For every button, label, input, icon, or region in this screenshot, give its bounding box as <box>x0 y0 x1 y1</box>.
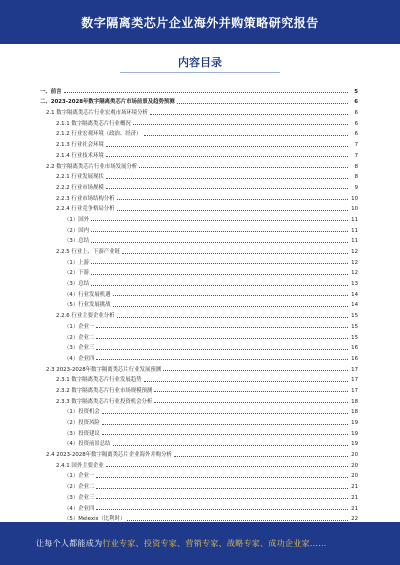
toc-page-number: 10 <box>351 206 358 213</box>
report-header <box>0 0 400 44</box>
toc-leader-dots <box>144 135 348 136</box>
toc-entry[interactable] <box>40 362 358 373</box>
toc-entry-text: 2.3 2023-2028年数字隔离类芯片行业发展预测 <box>46 366 162 373</box>
toc-title: 内容目录 <box>178 56 222 69</box>
toc-page-number: 5 <box>354 88 358 95</box>
toc-entry-text: （4）企业四 <box>64 355 95 362</box>
toc-leader-dots <box>96 359 348 360</box>
toc-leader-dots <box>96 327 348 328</box>
toc-entry-text: （3）企业三 <box>64 345 95 352</box>
toc-entry[interactable] <box>40 394 358 405</box>
toc-entry-text: 2.2.6 行业主要企业分析 <box>56 313 115 320</box>
toc-page-number: 15 <box>351 313 358 320</box>
toc-entry-text: 2.2.3 行业市场结构分析 <box>56 195 115 202</box>
toc-entry[interactable] <box>40 426 358 437</box>
toc-leader-dots <box>91 231 348 232</box>
toc-entry-text: （1）上游 <box>64 259 89 266</box>
toc-entry-text: （5）行业发展挑战 <box>64 302 111 309</box>
toc-leader-dots <box>144 381 348 382</box>
toc-entry-text: （2）国内 <box>64 227 89 234</box>
toc-page-number: 15 <box>351 323 358 330</box>
toc-page-number: 17 <box>351 377 358 384</box>
toc-leader-dots <box>113 295 348 296</box>
toc-page-number: 18 <box>351 398 358 405</box>
toc-leader-dots <box>91 285 348 286</box>
table-of-contents <box>40 84 358 522</box>
toc-entry[interactable] <box>40 341 358 352</box>
toc-entry[interactable] <box>40 137 358 148</box>
toc-entry-text: 2.2.2 行业市场规模 <box>56 184 104 191</box>
toc-entry[interactable] <box>40 191 358 202</box>
toc-page-number: 16 <box>351 345 358 352</box>
toc-entry-text: 2.3.2 数字隔离类芯片行业市场规模预测 <box>56 387 153 394</box>
toc-leader-dots <box>177 103 348 104</box>
toc-entry-text: 2.2.5 行业上、下游产业链 <box>56 249 120 255</box>
toc-entry[interactable] <box>40 405 358 416</box>
toc-entry-text: （4）企业四 <box>64 505 95 512</box>
toc-leader-dots <box>106 178 348 179</box>
toc-entry[interactable] <box>40 330 358 341</box>
toc-page-number: 14 <box>351 291 358 298</box>
toc-leader-dots <box>113 445 348 446</box>
toc-entry[interactable] <box>40 501 358 512</box>
toc-entry[interactable] <box>40 447 358 458</box>
toc-leader-dots <box>117 317 348 318</box>
toc-entry[interactable] <box>40 287 358 298</box>
toc-leader-dots <box>91 220 348 221</box>
toc-entry[interactable] <box>40 373 358 384</box>
toc-entry-text: 2.2.1 行业发展现状 <box>56 174 104 181</box>
toc-page-number: 17 <box>351 366 358 373</box>
toc-entry[interactable] <box>40 212 358 223</box>
toc-entry[interactable] <box>40 255 358 266</box>
toc-leader-dots <box>133 124 348 125</box>
toc-leader-dots <box>163 370 348 371</box>
toc-leader-dots <box>91 274 348 275</box>
footer-slogan <box>36 538 327 549</box>
toc-page-number: 6 <box>354 99 358 106</box>
toc-page-number: 17 <box>351 387 358 394</box>
toc-entry[interactable] <box>40 437 358 448</box>
toc-entry-text: （2）企业二 <box>64 334 95 341</box>
toc-page-number: 11 <box>351 238 358 245</box>
toc-entry[interactable] <box>40 383 358 394</box>
toc-entry-text: 2.3.3 数字隔离类芯片行业投资机会分析 <box>56 398 153 405</box>
toc-leader-dots <box>96 498 348 499</box>
toc-leader-dots <box>106 466 348 467</box>
toc-entry[interactable] <box>40 308 358 319</box>
toc-entry-text: 2.1.1 数字隔离类芯片行业概况 <box>56 120 131 127</box>
toc-page-number: 21 <box>351 494 358 501</box>
toc-entry[interactable] <box>40 351 358 362</box>
toc-entry-text: （5）Melexis（比利时） <box>64 516 126 523</box>
toc-page-number: 6 <box>354 131 358 138</box>
toc-entry[interactable] <box>40 202 358 213</box>
toc-entry-text: （1）企业一 <box>64 473 95 480</box>
toc-entry-text: （1）企业一 <box>64 323 95 330</box>
toc-entry[interactable] <box>40 298 358 309</box>
toc-page-number: 15 <box>351 334 358 341</box>
toc-entry-text: （2）投资风险 <box>64 420 100 426</box>
toc-page-number: 12 <box>351 259 358 266</box>
toc-leader-dots <box>96 488 348 489</box>
report-title: 数字隔离类芯片企业海外并购策略研究报告 <box>81 15 319 30</box>
toc-entry-text: （1）投资机会 <box>64 409 100 416</box>
toc-leader-dots <box>102 413 348 414</box>
toc-entry[interactable] <box>40 234 358 245</box>
toc-entry-text: （3）总结 <box>64 281 89 288</box>
toc-page-number: 14 <box>351 302 358 309</box>
toc-leader-dots <box>154 402 348 403</box>
toc-leader-dots <box>150 114 348 115</box>
toc-entry[interactable] <box>40 95 358 106</box>
toc-entry-text: 2.1.2 行业宏观环境（政治、经济） <box>56 131 142 138</box>
toc-leader-dots <box>91 242 348 243</box>
toc-entry-text: （3）企业三 <box>64 494 95 501</box>
toc-entry-text: 2.2 数字隔离类芯片行业市场发展分析 <box>46 163 138 170</box>
toc-page-number: 22 <box>351 516 358 523</box>
toc-entry-text: 2.4 2023-2028年数字隔离类芯片企业海外并购分析 <box>46 452 172 459</box>
report-footer <box>0 522 400 565</box>
footer-slogan-prefix: 让每个人都能成为 <box>36 539 103 548</box>
toc-leader-dots <box>91 263 348 264</box>
toc-page-number: 20 <box>351 462 358 469</box>
toc-entry[interactable] <box>40 244 358 255</box>
toc-page-number: 7 <box>354 142 358 149</box>
toc-page-number: 12 <box>351 270 358 277</box>
toc-entry-text: 2.1 数字隔离类芯片行业宏观市场环境分析 <box>46 110 148 117</box>
toc-leader-dots <box>96 477 348 478</box>
toc-leader-dots <box>64 92 348 93</box>
toc-page-number: 18 <box>351 409 358 416</box>
toc-entry-text: 2.1.3 行业社会环境 <box>56 142 104 149</box>
toc-entry-text: 2.2.4 行业竞争格局分析 <box>56 206 115 213</box>
toc-entry[interactable] <box>40 415 358 426</box>
toc-entry[interactable] <box>40 479 358 490</box>
toc-page-number: 19 <box>351 441 358 448</box>
toc-entry[interactable] <box>40 127 358 138</box>
toc-page-number: 9 <box>354 184 358 191</box>
toc-page-number: 20 <box>351 473 358 480</box>
toc-entry[interactable] <box>40 512 358 523</box>
toc-title-divider <box>120 72 280 73</box>
toc-page-number: 21 <box>351 484 358 491</box>
toc-page-number: 11 <box>351 216 358 223</box>
toc-entry[interactable] <box>40 276 358 287</box>
toc-page-number: 7 <box>354 152 358 159</box>
toc-entry[interactable] <box>40 159 358 170</box>
toc-page-number: 16 <box>351 355 358 362</box>
toc-entry[interactable] <box>40 180 358 191</box>
toc-leader-dots <box>154 391 348 392</box>
toc-page-number: 8 <box>354 174 358 181</box>
toc-entry[interactable] <box>40 116 358 127</box>
toc-entry-text: （3）总结 <box>64 238 89 245</box>
toc-page-number: 21 <box>351 505 358 512</box>
toc-entry-text: （1）国外 <box>64 216 89 223</box>
toc-leader-dots <box>174 456 348 457</box>
toc-leader-dots <box>106 188 348 189</box>
toc-entry-text: 二、2023-2028年数字隔离类芯片市场前景及趋势预测 <box>40 99 175 106</box>
toc-entry[interactable] <box>40 458 358 469</box>
toc-leader-dots <box>117 210 348 211</box>
footer-slogan-highlight: 行业专家、投资专家、营销专家、战略专家、成功企业家…… <box>102 539 327 548</box>
toc-entry[interactable] <box>40 266 358 277</box>
toc-page-number: 10 <box>351 195 358 202</box>
toc-entry[interactable] <box>40 490 358 501</box>
toc-page-number: 12 <box>351 249 358 255</box>
toc-entry-text: （4）行业发展机遇 <box>64 291 111 298</box>
toc-entry-text: （4）投资前景总结 <box>64 441 111 448</box>
toc-entry[interactable] <box>40 84 358 95</box>
toc-entry[interactable] <box>40 170 358 181</box>
toc-leader-dots <box>122 253 348 254</box>
toc-entry[interactable] <box>40 105 358 116</box>
toc-entry-text: 2.1.4 行业技术环境 <box>56 152 104 159</box>
toc-leader-dots <box>127 520 348 521</box>
toc-entry-text: （3）投资建议 <box>64 430 100 437</box>
toc-page-number: 6 <box>354 120 358 127</box>
toc-page-number: 20 <box>351 452 358 459</box>
toc-entry[interactable] <box>40 469 358 480</box>
toc-leader-dots <box>102 434 348 435</box>
toc-page-number: 13 <box>351 281 358 288</box>
toc-page-number: 6 <box>354 110 358 117</box>
toc-leader-dots <box>102 424 348 425</box>
toc-page-number: 8 <box>354 163 358 170</box>
toc-leader-dots <box>96 349 348 350</box>
toc-page-number: 19 <box>351 430 358 437</box>
toc-leader-dots <box>113 306 348 307</box>
toc-page-number: 11 <box>351 227 358 234</box>
toc-entry-text: （2）企业二 <box>64 484 95 491</box>
toc-entry[interactable] <box>40 148 358 159</box>
toc-entry-text: 一、前言 <box>40 88 62 95</box>
toc-leader-dots <box>96 509 348 510</box>
toc-entry-text: （2）下游 <box>64 270 89 277</box>
toc-entry-text: 2.4.1 国外主要企业 <box>56 462 104 469</box>
toc-leader-dots <box>117 199 348 200</box>
toc-entry[interactable] <box>40 223 358 234</box>
toc-entry[interactable] <box>40 319 358 330</box>
toc-entry-text: 2.3.1 数字隔离类芯片行业发展趋势 <box>56 377 142 384</box>
toc-leader-dots <box>139 167 348 168</box>
toc-leader-dots <box>106 156 348 157</box>
toc-leader-dots <box>96 338 348 339</box>
toc-leader-dots <box>106 146 348 147</box>
toc-page-number: 19 <box>351 420 358 426</box>
